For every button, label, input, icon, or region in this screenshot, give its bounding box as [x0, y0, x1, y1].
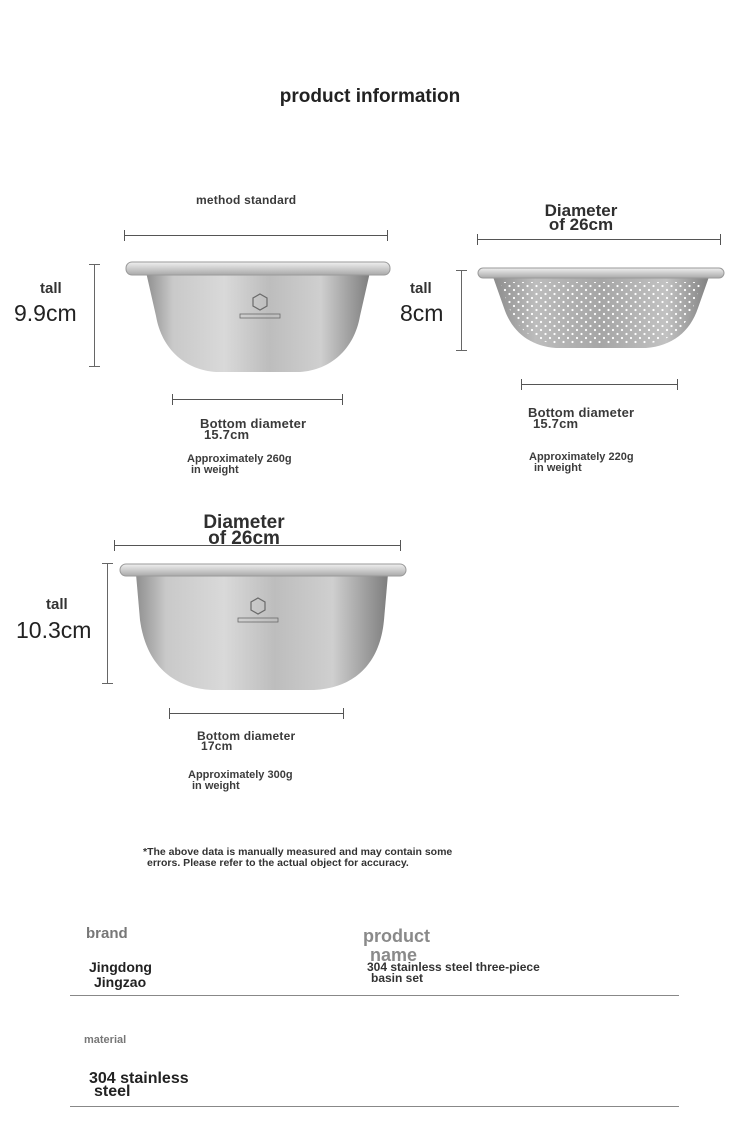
product-name-value-line2: basin set: [371, 971, 424, 985]
brand-value-line1: Jingdong: [89, 959, 152, 975]
basin1-tall-value: 9.9cm: [14, 300, 77, 326]
basin1-image: [124, 258, 392, 376]
colander-image: [476, 264, 726, 352]
colander-bottom-label: Bottom diameter: [528, 405, 635, 420]
colander-diameter-line2: of 26cm: [548, 215, 614, 234]
basin1-bottom-label: Bottom diameter: [200, 416, 307, 431]
basin1-weight-line2: in weight: [191, 464, 239, 476]
basin2-bottom-dimension-line: [169, 713, 344, 714]
disclaimer-note-line2: errors. Please refer to the actual object for accuracy.: [147, 857, 409, 869]
brand-value-line2: Jingzao: [94, 974, 147, 990]
material-label: material: [84, 1034, 127, 1046]
basin1-bottom-dimension-line: [172, 399, 343, 400]
colander-height-dimension-line: [461, 270, 462, 351]
material-value-line2: steel: [94, 1083, 131, 1100]
spec-row-divider-1: [70, 995, 679, 996]
colander-tall-label: tall: [410, 280, 432, 297]
basin2-diameter-line2: of 26cm: [208, 528, 280, 549]
material-value-line1: 304 stainless: [89, 1070, 189, 1087]
basin2-height-dimension-line: [107, 563, 108, 684]
colander-top-dimension-line: [477, 239, 721, 240]
basin1-weight-line1: Approximately 260g: [187, 453, 292, 465]
spec-row-divider-2: [70, 1106, 679, 1107]
colander-weight-line1: Approximately 220g: [529, 451, 634, 463]
colander-bottom-dimension-line: [521, 384, 678, 385]
basin2-weight-line2: in weight: [192, 780, 240, 792]
basin1-bottom-value: 15.7cm: [204, 427, 250, 442]
page-title: product information: [279, 86, 461, 107]
basin2-diameter-line1: Diameter: [203, 512, 285, 533]
basin1-tall-label: tall: [40, 280, 62, 297]
product-name-value-line1: 304 stainless steel three-piece: [367, 960, 540, 974]
colander-bottom-value: 15.7cm: [533, 416, 579, 431]
basin2-image: [118, 560, 408, 694]
colander-diameter-line1: Diameter: [544, 201, 618, 220]
product-name-label-line2: name: [370, 945, 418, 965]
basin2-top-dimension-line: [114, 545, 401, 546]
basin2-weight-line1: Approximately 300g: [188, 769, 293, 781]
basin2-bottom-label: Bottom diameter: [197, 729, 296, 743]
brand-label: brand: [86, 925, 128, 942]
basin2-bottom-value: 17cm: [201, 739, 233, 753]
product-name-label-line1: product: [363, 926, 430, 946]
basin2-tall-label: tall: [46, 596, 68, 613]
disclaimer-note-line1: *The above data is manually measured and may contain some: [143, 846, 453, 858]
colander-tall-value: 8cm: [400, 300, 444, 326]
section-subtitle: method standard: [196, 193, 297, 207]
basin1-top-dimension-line: [124, 235, 388, 236]
basin2-tall-value: 10.3cm: [16, 617, 92, 643]
basin1-height-dimension-line: [94, 264, 95, 367]
colander-weight-line2: in weight: [534, 462, 582, 474]
